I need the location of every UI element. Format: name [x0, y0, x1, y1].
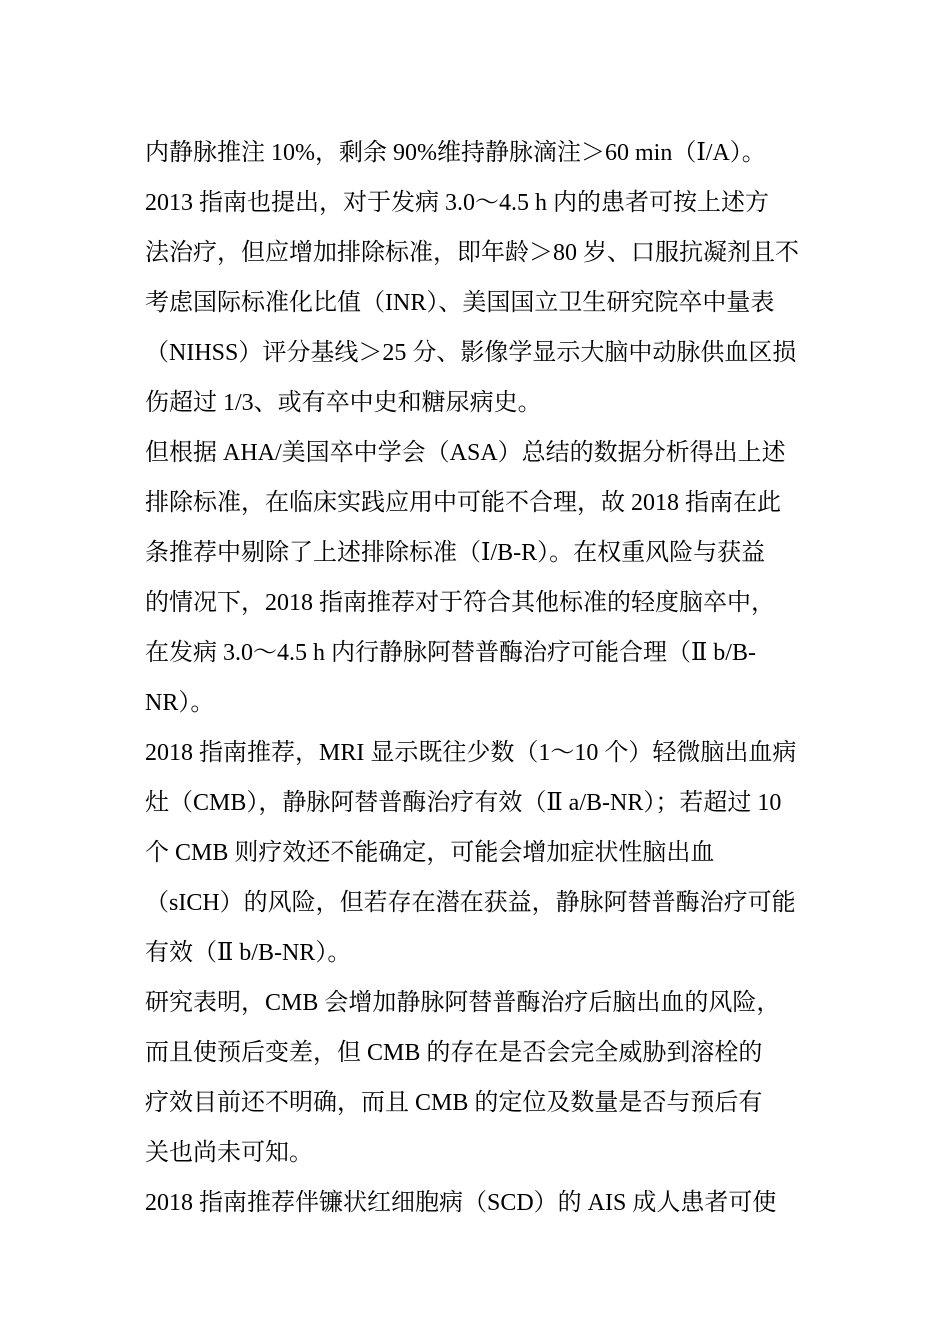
text-line: 关也尚未可知。: [145, 1140, 313, 1166]
text-line: 个 CMB 则疗效还不能确定，可能会增加症状性脑出血: [145, 840, 715, 866]
text-line: （NIHSS）评分基线＞25 分、影像学显示大脑中动脉供血区损: [145, 340, 797, 366]
paragraph-4: [145, 978, 815, 1178]
text-line: 条推荐中剔除了上述排除标准（Ⅰ/B-R）。在权重风险与获益: [145, 540, 766, 566]
text-line: 内静脉推注 10%，剩余 90%维持静脉滴注＞60 min（Ⅰ/A）。: [145, 140, 766, 166]
paragraph-1: [145, 128, 815, 428]
text-line: 疗效目前还不明确，而且 CMB 的定位及数量是否与预后有: [145, 1090, 763, 1116]
text-line: 法治疗，但应增加排除标准，即年龄＞80 岁、口服抗凝剂且不: [145, 240, 799, 266]
text-line: 2018 指南推荐，MRI 显示既往少数（1～10 个）轻微脑出血病: [145, 740, 797, 766]
paragraph-3: [145, 728, 815, 978]
paragraph-2: [145, 428, 815, 728]
text-line: 2013 指南也提出，对于发病 3.0～4.5 h 内的患者可按上述方: [145, 190, 769, 216]
text-line: 排除标准，在临床实践应用中可能不合理，故 2018 指南在此: [145, 490, 781, 516]
text-line: 伤超过 1/3、或有卒中史和糖尿病史。: [145, 390, 542, 416]
text-line: NR）。: [145, 690, 215, 716]
text-line: （sICH）的风险，但若存在潜在获益，静脉阿替普酶治疗可能: [145, 890, 796, 916]
text-line: 2018 指南推荐伴镰状红细胞病（SCD）的 AIS 成人患者可使: [145, 1190, 777, 1216]
text-line: 而且使预后变差，但 CMB 的存在是否会完全威胁到溶栓的: [145, 1040, 763, 1066]
text-line: 研究表明，CMB 会增加静脉阿替普酶治疗后脑出血的风险，: [145, 990, 781, 1016]
text-line: 有效（Ⅱ b/B-NR）。: [145, 940, 352, 966]
document-body: [145, 128, 815, 1228]
text-line: 但根据 AHA/美国卒中学会（ASA）总结的数据分析得出上述: [145, 440, 786, 466]
paragraph-5: [145, 1178, 815, 1228]
text-line: 考虑国际标准化比值（INR）、美国国立卫生研究院卒中量表: [145, 290, 775, 316]
text-line: 的情况下，2018 指南推荐对于符合其他标准的轻度脑卒中，: [145, 590, 775, 616]
text-line: 灶（CMB），静脉阿替普酶治疗有效（Ⅱ a/B-NR）；若超过 10: [145, 790, 782, 816]
text-line: 在发病 3.0～4.5 h 内行静脉阿替普酶治疗可能合理（Ⅱ b/B-: [145, 640, 756, 666]
